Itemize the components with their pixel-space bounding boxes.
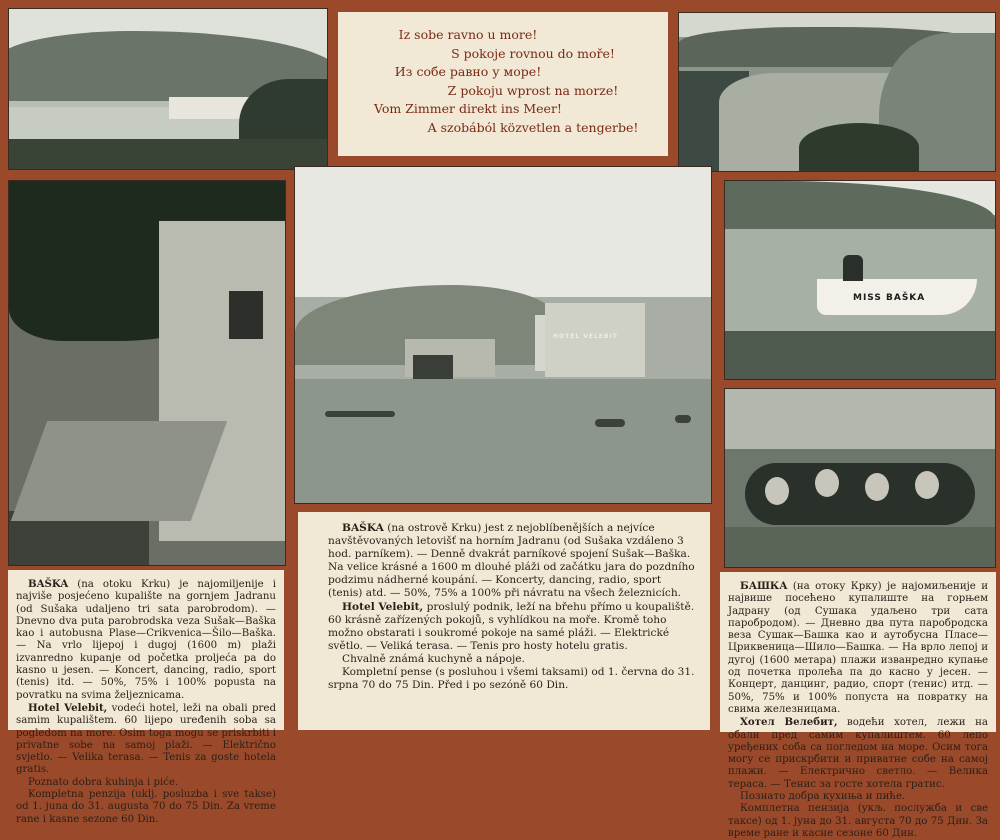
slogan-german: Vom Zimmer direkt ins Meer!	[374, 101, 562, 116]
boat-name: MISS BAŠKA	[853, 293, 926, 303]
photo-swimmers	[724, 388, 996, 568]
slogan-czech: S pokoje rovnou do moře!	[451, 45, 615, 61]
body-text: (na ostrově Krku) jest z nejoblíbenějších a nejvíce navštěvovaných letovišť na horním Jadranu (od Sušaka vzdáleno 3 hod. parníkem). — Denně dvakrát parníkové spojení Sušak—Baška. Na velice krásné a 1600 m dlouhé pláži od začátku jara do pozdního podzimu nádherné koupání. — Koncerty, dancing, radio, sport (tenis) atd. — 50%, 75% a 100% při návratu na všech železnicích.	[328, 522, 695, 600]
body-text: Познато добра кухиња и пиће.	[740, 791, 906, 803]
paragraph	[328, 522, 696, 601]
photo-stone-stairs	[8, 180, 286, 566]
slogan-croatian: Iz sobe ravno u more!	[398, 27, 538, 42]
paragraph	[328, 601, 696, 653]
body-text: Chvalně známá kuchyně a nápoje.	[342, 652, 525, 665]
slogan-polish: Z pokoju wprost na morze!	[447, 82, 619, 98]
body-text: водећи хотел, лежи на обали пред самим купалиштем. 60 лепо уређених соба са погледом на море. Осим тога могу се прискрбити и приватне собе на самој плажи. — Електрично светло. — Велика тераса. — Тенис за госте хотела гратис.	[728, 717, 988, 790]
body-text: vodeći hotel, leži na obali pred samim kupalištem. 60 lijepo uređenih soba sa pogledom na more. Osim toga mogu se priskrbiti i privatne sobe na samoj plaži. — Električno svjetlo. — Velika terasa. — Tenis za goste hotela gratis.	[16, 702, 277, 776]
slogan-hungarian: A szobából közvetlen a tengerbe!	[427, 119, 639, 135]
heading-baska: БАШКА	[740, 580, 788, 592]
body-text: Poznato dobra kuhinja i piće.	[28, 776, 179, 788]
hotel-sign: HOTEL VELEBIT	[553, 333, 618, 340]
slogans-panel	[338, 12, 668, 156]
body-text: (на отоку Крку) је најомиљеније и највише посећено купалиште на горњем Јадрану (од Сушака удаљено три сата паробродом). — Дневно два пута паробродска веза Сушак—Башка као и аутобусна Пласе—Цриквеница—Шило—Башка. — На врло лепој и дугој (1600 метара) плажи изванредно купање од почетка пролећа па до касно у јесен. — Концерт, данцинг, радио, спорт (тенис) итд. — 50%, 75% и 100% попуста на повратку на свима железницама.	[728, 581, 988, 715]
photo-beach-bathers	[294, 166, 712, 504]
text-panel-serbian	[720, 572, 996, 839]
heading-hotel: Хотел Велебит,	[740, 716, 838, 729]
text-panel-croatian	[8, 570, 284, 825]
heading-hotel: Hotel Velebit,	[28, 701, 108, 714]
paragraph	[728, 716, 988, 791]
body-text: Kompletna penzija (uklj. posluzba i sve takse) od 1. juna do 31. augusta 70 do 75 Din. Za vreme rane i kasne sezone 60 Din.	[16, 789, 276, 825]
text-panel-czech	[298, 512, 710, 730]
heading-baska: BAŠKA	[28, 578, 69, 590]
heading-hotel: Hotel Velebit,	[342, 600, 424, 613]
slogan-serbian: Из собе равно у море!	[394, 64, 542, 79]
body-text: proslulý podnik, leží na břehu přímo u koupaliště. 60 krásně zařízených pokojů, s vyhlídkou na moře. Kromě toho možno obstarati i soukromé pokoje na samé pláži. — Elektrické světlo. — Veliká terasa. — Tenis pro hosty hotelu gratis.	[328, 600, 695, 652]
body-text: (na otoku Krku) je najomiljenije i najviše posjećeno kupalište na gornjem Jadranu (od Sušaka udaljeno tri sata parobrodom). — Dnevno dva puta parobrodska veza Sušak—Baška kao i autobusna Plase—Crikvenica—Šilo—Baška. — Na vrlo lijepoj i dugoj (1600 m) plaži izvanredno kupanje od početka proljeća pa do kasno u jesen. — Koncert, dancing, radio, sport (tenis) itd. — 50%, 75% i 100% popusta na povratku na svima željeznicama.	[16, 579, 276, 701]
paragraph	[16, 702, 276, 777]
body-text: Комплетна пензија (укљ. послужба и све таксе) од 1. јуна до 31. августа 70 до 75 Дин. За време ране и касне сезоне 60 Дин.	[728, 803, 988, 839]
heading-baska: BAŠKA	[342, 522, 384, 534]
photo-motorboat	[724, 180, 996, 380]
paragraph	[728, 580, 988, 716]
paragraph	[16, 578, 276, 702]
body-text: Kompletní pense (s posluhou i všemi taksami) od 1. června do 31. srpna 70 do 75 Din. Před i po sezóně 60 Din.	[328, 666, 695, 692]
photo-town	[678, 12, 996, 172]
